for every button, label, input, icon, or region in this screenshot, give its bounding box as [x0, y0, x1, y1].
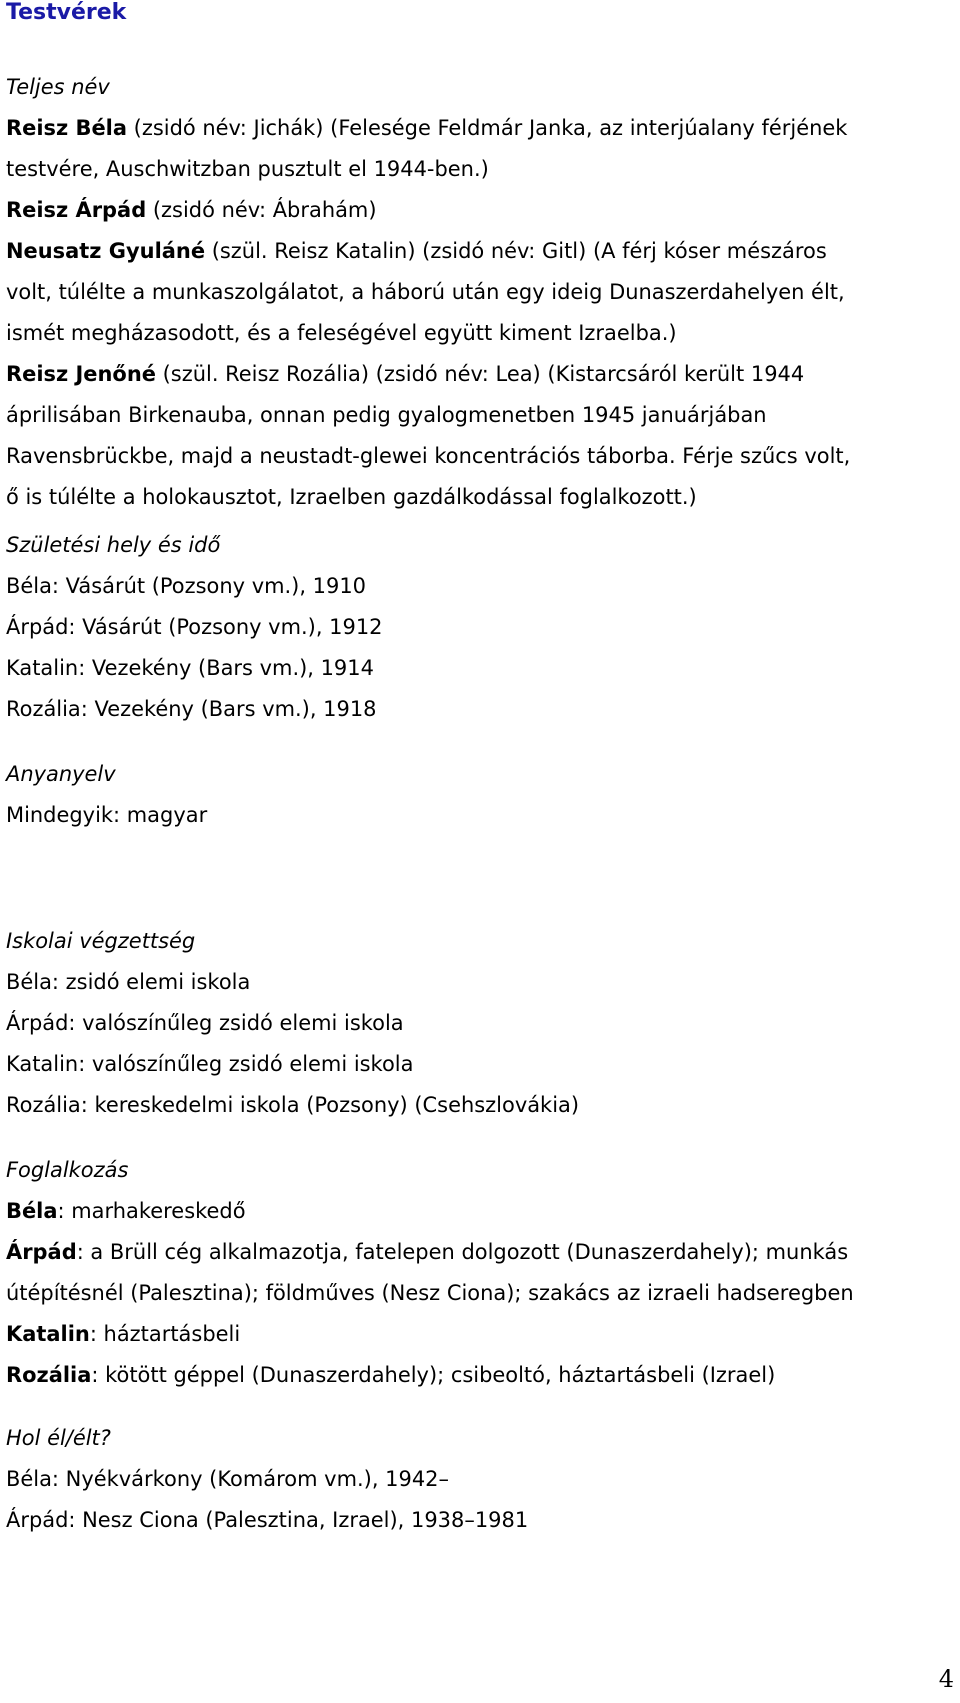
line-text: útépítésnél (Palesztina); földműves (Nesz Ciona); szakács az izraeli hadseregben: [6, 1281, 854, 1305]
bold-name: Reisz Jenőné: [6, 362, 156, 386]
text-line: [6, 1085, 952, 1126]
mother-tongue-section: [6, 754, 954, 836]
line-text: Katalin: Vezekény (Bars vm.), 1914: [6, 656, 374, 680]
line-text: : kötött géppel (Dunaszerdahely); csibeoltó, háztartásbeli (Izrael): [91, 1363, 776, 1387]
section-label: Foglalkozás: [6, 1158, 129, 1182]
text-line: [6, 354, 952, 395]
birth-section: [6, 525, 954, 730]
education-section: [6, 921, 954, 1126]
bold-name: Reisz Árpád: [6, 198, 147, 222]
residence-section: [6, 1418, 954, 1541]
line-text: Rozália: kereskedelmi iskola (Pozsony) (Csehszlovákia): [6, 1093, 580, 1117]
line-text: Mindegyik: magyar: [6, 803, 208, 827]
text-line: [6, 149, 952, 190]
bold-name: Katalin: [6, 1322, 90, 1346]
line-text: Katalin: valószínűleg zsidó elemi iskola: [6, 1052, 414, 1076]
text-line: [6, 1191, 952, 1232]
section-label: Hol él/élt?: [6, 1426, 111, 1450]
line-text: Árpád: Vásárút (Pozsony vm.), 1912: [6, 615, 383, 639]
section-label: Születési hely és idő: [6, 533, 221, 557]
text-line: [6, 1273, 952, 1314]
line-text: ismét megházasodott, és a feleségével együtt kiment Izraelba.): [6, 321, 677, 345]
text-line: [6, 1314, 952, 1355]
line-text: Árpád: Nesz Ciona (Palesztina, Izrael), 1938–1981: [6, 1508, 529, 1532]
line-text: : a Brüll cég alkalmazotja, fatelepen dolgozott (Dunaszerdahely); munkás: [76, 1240, 849, 1264]
text-line: [6, 313, 952, 354]
text-line: [6, 477, 952, 518]
text-line: [6, 795, 952, 836]
page-number: 4: [938, 1665, 954, 1693]
line-text: (zsidó név: Ábrahám): [146, 198, 377, 222]
line-text: (zsidó név: Jichák) (Felesége Feldmár Janka, az interjúalany férjének: [127, 116, 848, 140]
text-line: [6, 689, 952, 730]
section-label: Anyanyelv: [6, 762, 116, 786]
section-label: Iskolai végzettség: [6, 929, 196, 953]
line-text: testvére, Auschwitzban pusztult el 1944-ben.): [6, 157, 489, 181]
section-label: Teljes név: [6, 75, 110, 99]
bold-name: Reisz Béla: [6, 116, 128, 140]
text-line: [6, 1355, 952, 1396]
line-text: (szül. Reisz Rozália) (zsidó név: Lea) (Kistarcsáról került 1944: [155, 362, 805, 386]
line-text: Béla: zsidó elemi iskola: [6, 970, 251, 994]
text-line: [6, 1044, 952, 1085]
text-line: [6, 1232, 952, 1273]
text-line: [6, 1459, 952, 1500]
bold-name: Rozália: [6, 1363, 92, 1387]
line-text: Rozália: Vezekény (Bars vm.), 1918: [6, 697, 377, 721]
line-text: áprilisában Birkenauba, onnan pedig gyalogmenetben 1945 januárjában: [6, 403, 767, 427]
line-text: (szül. Reisz Katalin) (zsidó név: Gitl) (A férj kóser mészáros: [205, 239, 827, 263]
occupation-section: [6, 1150, 954, 1396]
text-line: [6, 648, 952, 689]
full-name-section: [6, 67, 954, 518]
text-line: [6, 395, 952, 436]
line-text: Ravensbrückbe, majd a neustadt-glewei koncentrációs táborba. Férje szűcs volt,: [6, 444, 851, 468]
text-line: [6, 108, 952, 149]
bold-name: Béla: [6, 1199, 58, 1223]
line-text: Béla: Nyékvárkony (Komárom vm.), 1942–: [6, 1467, 449, 1491]
text-line: [6, 607, 952, 648]
line-text: ő is túlélte a holokausztot, Izraelben gazdálkodással foglalkozott.): [6, 485, 697, 509]
bold-name: Árpád: [6, 1240, 77, 1264]
text-line: [6, 190, 952, 231]
line-text: Béla: Vásárút (Pozsony vm.), 1910: [6, 574, 367, 598]
line-text: volt, túlélte a munkaszolgálatot, a háború után egy ideig Dunaszerdahelyen élt,: [6, 280, 845, 304]
line-text: : háztartásbeli: [89, 1322, 241, 1346]
section-heading: Testvérek: [6, 0, 127, 25]
bold-name: Neusatz Gyuláné: [6, 239, 206, 263]
line-text: : marhakereskedő: [57, 1199, 246, 1223]
text-line: [6, 566, 952, 607]
text-line: [6, 962, 952, 1003]
text-line: [6, 272, 952, 313]
line-text: Árpád: valószínűleg zsidó elemi iskola: [6, 1011, 404, 1035]
text-line: [6, 231, 952, 272]
text-line: [6, 436, 952, 477]
text-line: [6, 1003, 952, 1044]
text-line: [6, 1500, 952, 1541]
